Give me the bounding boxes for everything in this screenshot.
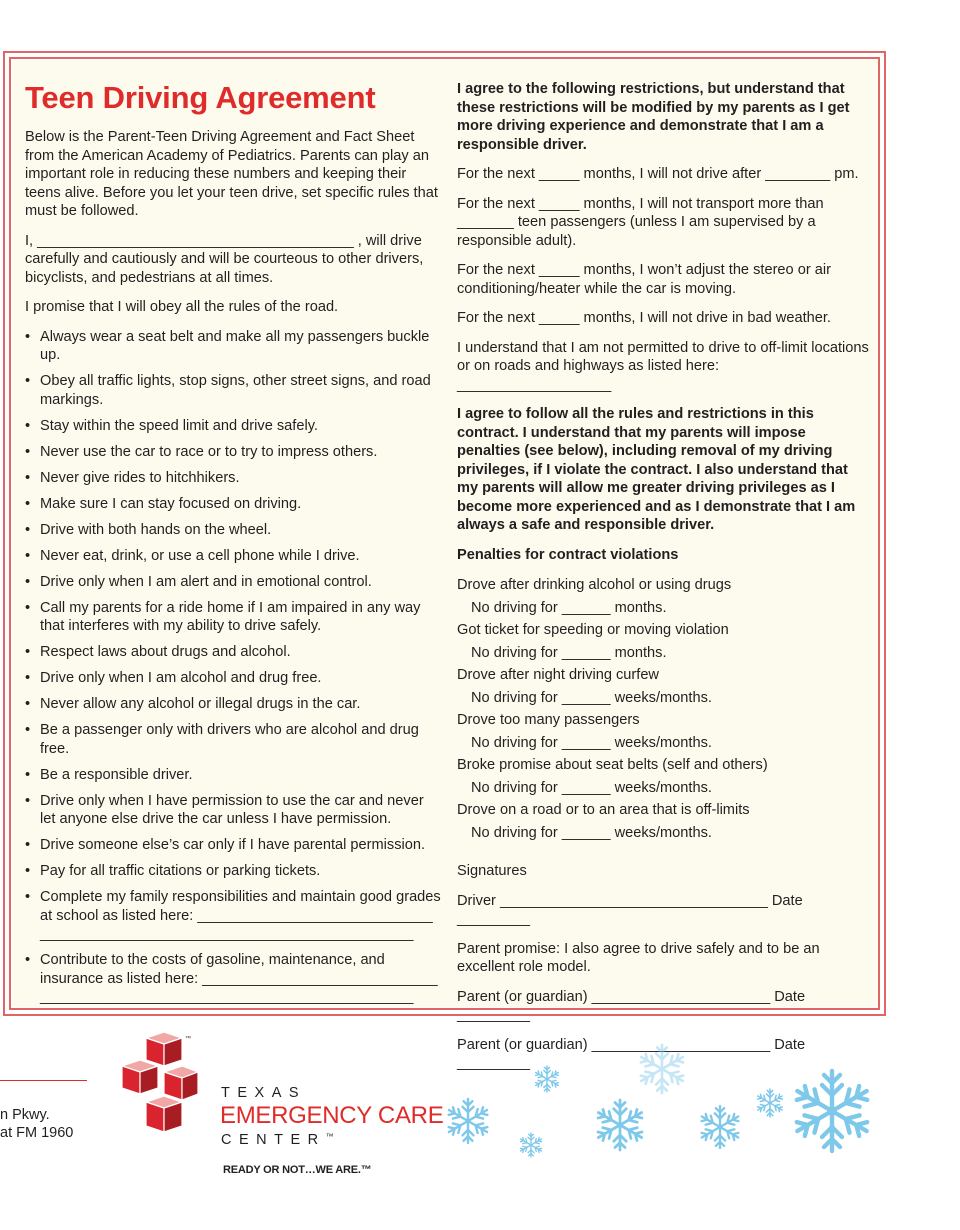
penalty-violation: Drove on a road or to an area that is off-limits bbox=[457, 802, 750, 818]
brand-center bbox=[221, 1132, 334, 1148]
rule-item: • Never eat, drink, or use a cell phone while I drive. bbox=[25, 547, 443, 566]
promise-text: I promise that I will obey all the rules of the road. bbox=[25, 299, 339, 315]
rule-item-grades bbox=[25, 888, 443, 944]
grades-text: • Complete my family responsibilities and maintain good grades at school as listed here: _____________________________ bbox=[40, 889, 441, 924]
texas-ecc-logo-icon bbox=[118, 1032, 198, 1142]
penalty-consequence: No driving for ______ weeks/months. bbox=[471, 689, 712, 706]
driver-signature-line: Driver _________________________________ Date _________ bbox=[457, 892, 803, 927]
restrictions-intro: I agree to the following restrictions, but understand that these restrictions will be modified by my parents as I get more driving experience and demonstrate that I am a responsible driver. bbox=[457, 81, 850, 153]
brand-texas: TEXAS bbox=[221, 1085, 307, 1101]
rule-item: • Drive someone else’s car only if I have parental permission. bbox=[25, 836, 443, 855]
rule-item: • Never use the car to race or to try to impress others. bbox=[25, 443, 443, 462]
rule-item: • Never allow any alcohol or illegal drugs in the car. bbox=[25, 695, 443, 714]
penalties-heading: Penalties for contract violations bbox=[457, 546, 679, 563]
costs-blank-line: ______________________________________________ bbox=[40, 989, 414, 1005]
parent-signature-line: Parent (or guardian) ______________________ Date _________ bbox=[457, 1036, 806, 1071]
rule-item: • Respect laws about drugs and alcohol. bbox=[25, 643, 443, 662]
restriction-item: For the next _____ months, I will not drive after ________ pm. bbox=[457, 166, 859, 182]
rule-item: • Always wear a seat belt and make all my passengers buckle up. bbox=[25, 328, 443, 365]
penalty-consequence: No driving for ______ weeks/months. bbox=[471, 734, 712, 751]
rule-item: • Drive only when I am alert and in emotional control. bbox=[25, 573, 443, 592]
costs-text: • Contribute to the costs of gasoline, maintenance, and insurance as listed here: _____________________________ bbox=[40, 952, 438, 987]
penalty-violation: Got ticket for speeding or moving violation bbox=[457, 622, 729, 638]
rule-item: • Pay for all traffic citations or parking tickets. bbox=[25, 862, 443, 881]
penalty-violation: Drove after drinking alcohol or using drugs bbox=[457, 577, 732, 593]
signatures-heading: Signatures bbox=[457, 863, 527, 879]
tagline: READY OR NOT…WE ARE.™ bbox=[223, 1164, 372, 1176]
penalty-violation: Broke promise about seat belts (self and others) bbox=[457, 757, 768, 773]
left-column bbox=[25, 80, 443, 1014]
parent-promise: Parent promise: I also agree to drive safely and to be an excellent role model. bbox=[457, 940, 820, 975]
intro-text: Below is the Parent-Teen Driving Agreement and Fact Sheet from the American Academy of Pediatrics. Parents can play an important role in reducing these numbers and keeping their teens alive. Before you let your teen drive, set specific rules that must be followed. bbox=[25, 129, 438, 219]
rule-item: • Drive only when I have permission to use the car and never let anyone else drive the car unless I have permission. bbox=[25, 792, 443, 829]
penalty-consequence: No driving for ______ months. bbox=[471, 599, 667, 616]
penalty-violation: Drove after night driving curfew bbox=[457, 667, 659, 683]
address-line: at FM 1960 bbox=[0, 1125, 74, 1141]
restriction-item: I understand that I am not permitted to drive to off-limit locations or on roads and highways as listed here: ___________________ bbox=[457, 339, 869, 393]
rule-item: • Never give rides to hitchhikers. bbox=[25, 469, 443, 488]
parent-signature-line: Parent (or guardian) ______________________ Date _________ bbox=[457, 988, 806, 1023]
pledge-text: I, _______________________________________ , will drive carefully and cautiously and will be courteous to other drivers, bicyclists, and pedestrians at all times. bbox=[25, 232, 424, 286]
snowflake-decoration-icon bbox=[430, 1035, 890, 1175]
rule-item: • Drive with both hands on the wheel. bbox=[25, 521, 443, 540]
rule-item: • Drive only when I am alcohol and drug free. bbox=[25, 669, 443, 688]
rules-list bbox=[25, 328, 443, 1007]
penalty-violation: Drove too many passengers bbox=[457, 712, 640, 728]
rule-item: • Stay within the speed limit and drive safely. bbox=[25, 417, 443, 436]
restriction-item: For the next _____ months, I will not drive in bad weather. bbox=[457, 310, 831, 326]
grades-blank-line: ______________________________________________ bbox=[40, 926, 414, 942]
address-line: n Pkwy. bbox=[0, 1107, 50, 1123]
penalty-consequence: No driving for ______ weeks/months. bbox=[471, 824, 712, 841]
rule-item-costs bbox=[25, 951, 443, 1007]
penalty-consequence: No driving for ______ months. bbox=[471, 644, 667, 661]
page-title: Teen Driving Agreement bbox=[25, 80, 376, 115]
restriction-item: For the next _____ months, I won’t adjust the stereo or air conditioning/heater while the car is moving. bbox=[457, 262, 831, 297]
rule-item: • Call my parents for a ride home if I am impaired in any way that interferes with my ability to drive safely. bbox=[25, 599, 443, 636]
restriction-item: For the next _____ months, I will not transport more than _______ teen passengers (unless I am supervised by a responsible adult). bbox=[457, 195, 824, 249]
logo-trademark: ™ bbox=[185, 1036, 191, 1042]
footer-divider bbox=[0, 1080, 87, 1081]
agreement-text: I agree to follow all the rules and restrictions in this contract. I understand that my parents will impose penalties (see below), including removal of my driving privileges, if I violate the contract. I also understand that my parents will allow me greater driving privileges as I become more experienced and as I demonstrate that I am always a safe and responsible driver. bbox=[457, 406, 856, 533]
rule-item: • Make sure I can stay focused on driving. bbox=[25, 495, 443, 514]
brand-center-text: CENTER bbox=[221, 1132, 326, 1148]
right-column bbox=[457, 80, 869, 1084]
rule-item: • Be a passenger only with drivers who are alcohol and drug free. bbox=[25, 721, 443, 758]
penalty-consequence: No driving for ______ weeks/months. bbox=[471, 779, 712, 796]
rule-item: • Obey all traffic lights, stop signs, other street signs, and road markings. bbox=[25, 372, 443, 409]
rule-item: • Be a responsible driver. bbox=[25, 766, 443, 785]
address-block bbox=[0, 1106, 73, 1142]
brand-trademark: ™ bbox=[325, 1132, 334, 1141]
brand-emergency-care: EMERGENCY CARE bbox=[220, 1102, 444, 1129]
